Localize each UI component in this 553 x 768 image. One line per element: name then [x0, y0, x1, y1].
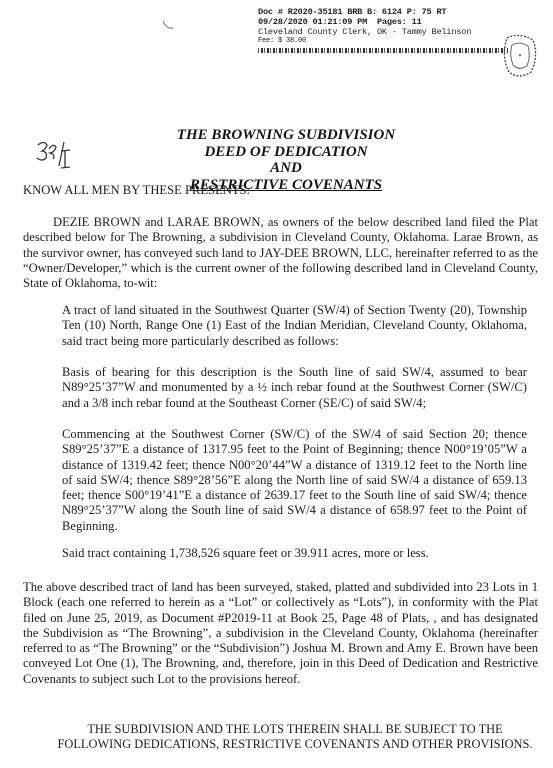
stamp-line-2: 09/28/2020 01:21:09 PM Pages: 11	[258, 16, 422, 27]
commencing-paragraph: Commencing at the Southwest Corner (SW/C) of the SW/4 of said Section 20; thence S89°25’37”E a distance of 1317.95 feet to the Point of Beginning; thence N00°19’05”W a distance of 1319.42 feet; thence N00°20’44”W a distance of 1319.12 feet to the North line of said SW/4; thence S89°28’56”E along the North line of said SW/4 a distance of 659.13 feet; thence S00°19’41”E a distance of 2639.17 feet to the South line of said SW/4; thence N89°25’37”W along the South line of said SW/4 a distance of 658.97 feet to the Point of Beginning.	[62, 427, 527, 533]
stamp-line-1: Doc # R2020-35181 BRB B: 6124 P: 75 RT	[258, 7, 447, 17]
recording-stamp	[258, 8, 543, 53]
stamp-line-3: Cleveland County Clerk, OK - Tammy Belinson	[258, 26, 472, 37]
subject-to-provisions: THE SUBDIVISION AND THE LOTS THEREIN SHALL BE SUBJECT TO THE FOLLOWING DEDICATIONS, RESTRICTIVE COVENANTS AND OTHER PROVISIONS.	[57, 722, 533, 752]
svg-text:✦: ✦	[517, 53, 523, 59]
stamp-fee: Fee: $ 38.00	[258, 37, 307, 46]
scan-mark-icon	[162, 20, 174, 30]
intro-text: DEZIE BROWN and LARAE BROWN, as owners of the below described land filed the Plat described below for The Browning, a subdivision in Cleveland County, Oklahoma. Larae Brown, as the survivor owner, has conveyed such land to JAY-DEE BROWN, LLC, hereinafter referred to as the “Owner/Developer,” which is the current owner of the following described land in Cleveland County, State of Oklahoma, to-wit:	[23, 215, 538, 291]
county-seal-icon	[503, 34, 537, 78]
intro-paragraph	[23, 215, 538, 291]
basis-paragraph: Basis of bearing for this description is the South line of said SW/4, assumed to bear N89°25’37”W and monumented by a ½ inch rebar found at the Southwest Corner (SW/C) and a 3/8 inch rebar found at the Southeast Corner (SE/C) of said SW/4;	[62, 365, 527, 410]
know-all-men: KNOW ALL MEN BY THESE PRESENTS:	[23, 183, 251, 197]
title-line-3: AND	[270, 160, 302, 176]
acres-paragraph: Said tract containing 1,738,526 square feet or 39.911 acres, more or less.	[62, 546, 429, 560]
surveyed-paragraph: The above described tract of land has been surveyed, staked, platted and subdivided into 23 Lots in 1 Block (each one referred to herein as a “Lot” or collectively as “Lots”), in conformity with the Plat filed on June 25, 2019, as Document #P2019-11 at Book 25, Page 48 of Plats, , and has designated the Subdivision as “The Browning”, a subdivision in the Cleveland County, Oklahoma (hereinafter referred to as “The Browning” or the “Subdivision”) Joshua M. Brown and Amy E. Brown have been conveyed Lot One (1), The Browning, and, therefore, join in this Deed of Dedication and Restrictive Covenants to subject such Lot to the provisions hereof.	[23, 580, 538, 686]
tract-paragraph: A tract of land situated in the Southwest Quarter (SW/4) of Section Twenty (20), Township Ten (10) North, Range One (1) East of the Indian Meridian, Cleveland County, Oklahoma, said tract being more particularly described as follows:	[62, 303, 527, 348]
title-line-1: THE BROWNING SUBDIVISION	[176, 127, 396, 143]
handwritten-note	[34, 139, 76, 175]
title-line-4: RESTRICTIVE COVENANTS	[189, 176, 383, 193]
stamp-barcode	[258, 48, 508, 53]
title-line-2: DEED OF DEDICATION	[204, 143, 368, 160]
